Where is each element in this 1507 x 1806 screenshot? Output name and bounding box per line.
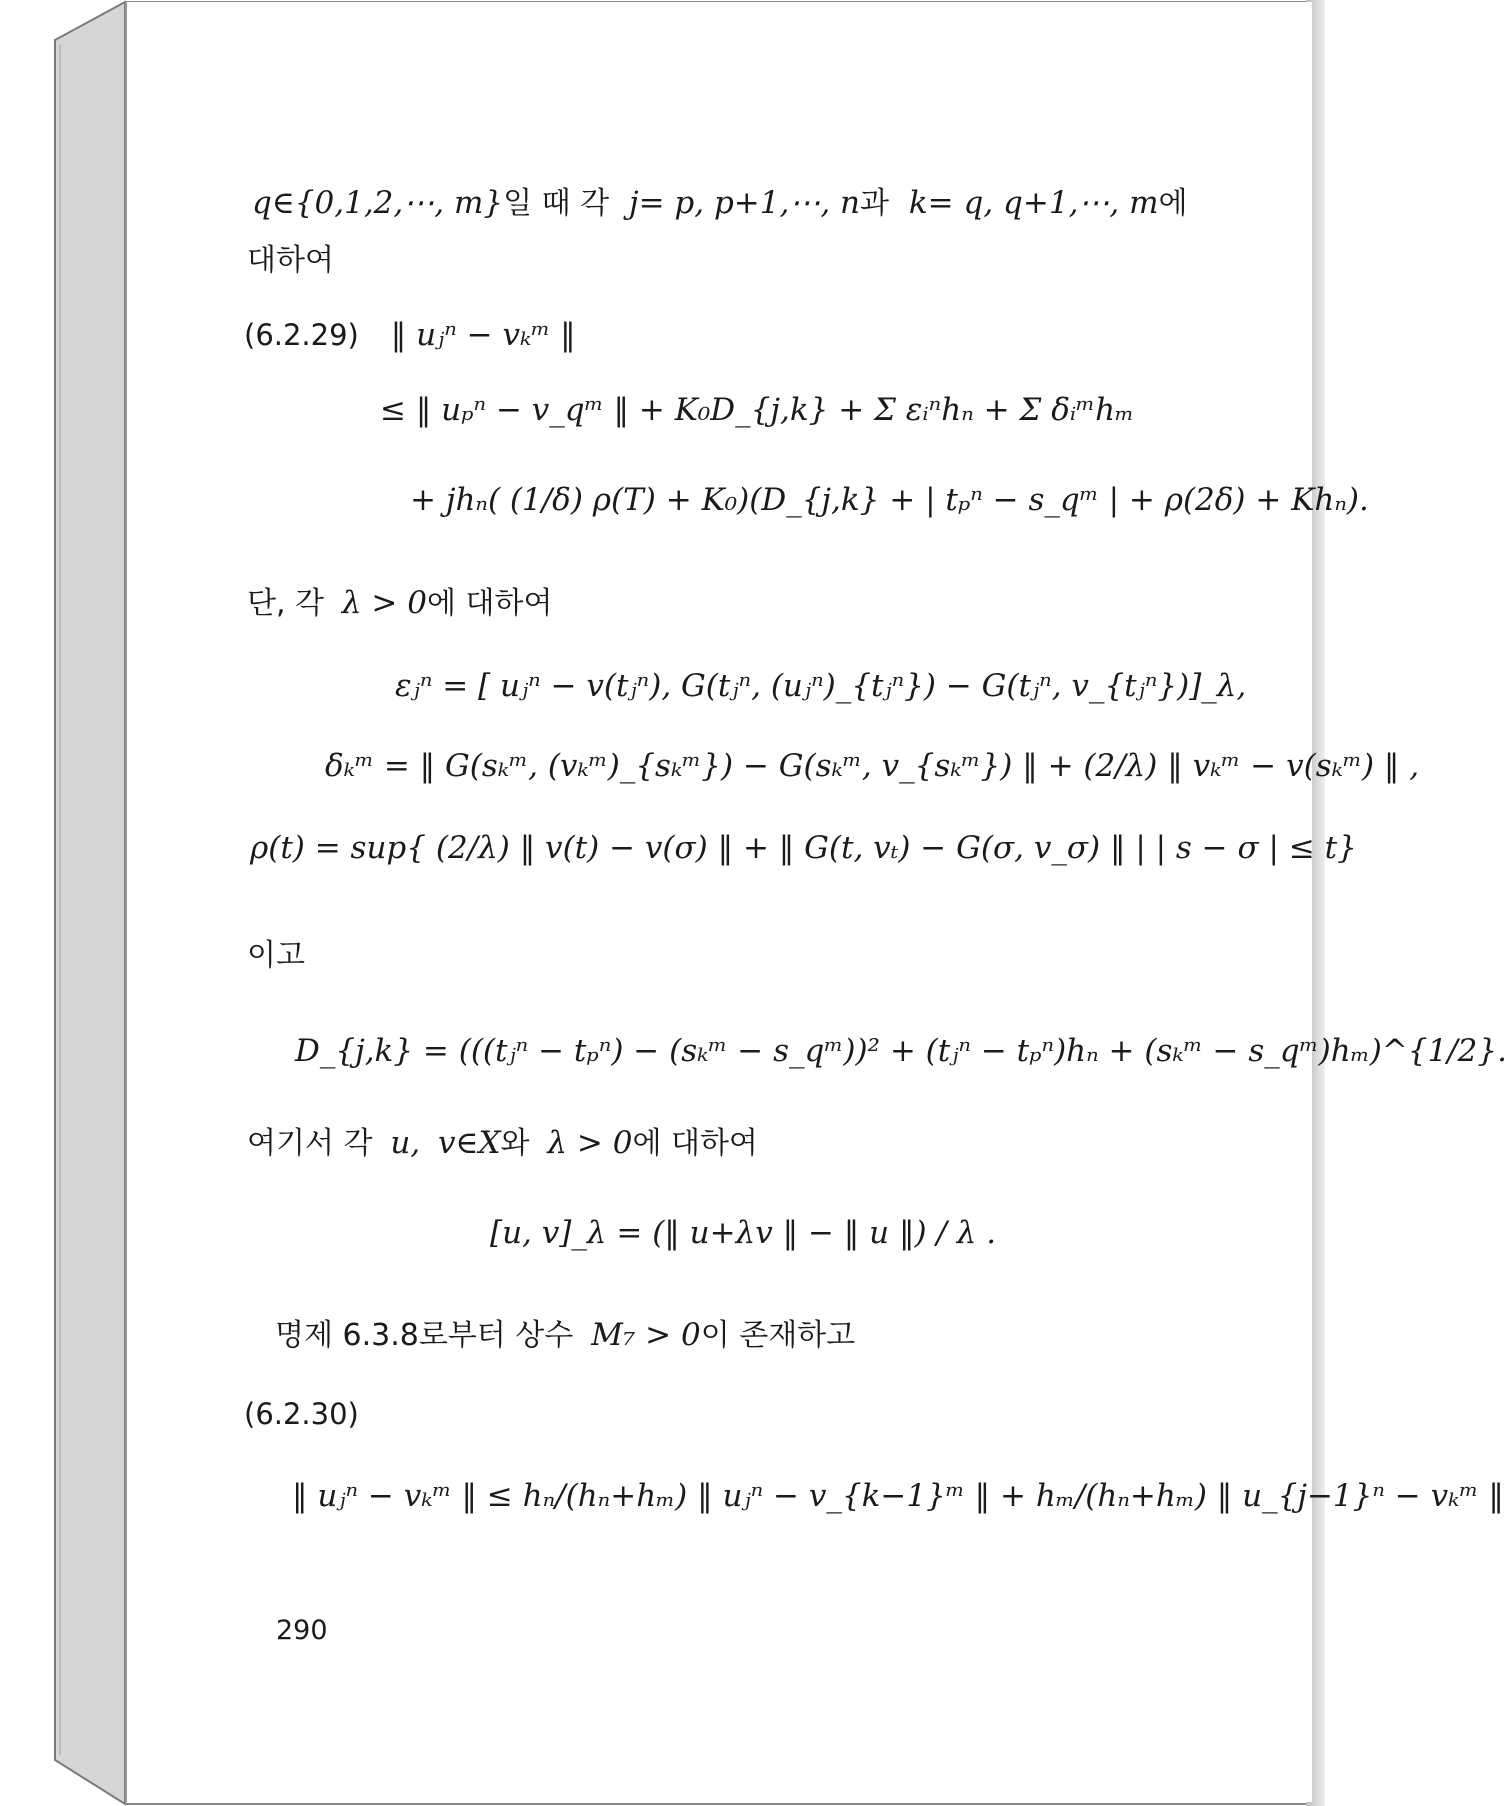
yeogiseo-math-lambda: λ > 0 xyxy=(547,1125,633,1161)
intro-text-c: 에 xyxy=(1158,186,1188,221)
rho-definition: ρ(t) = sup{ (2/λ) ‖ v(t) − v(σ) ‖ + ‖ G(t, vₜ) − G(σ, v_σ) ‖ | | s − σ | ≤ t} xyxy=(250,830,1357,866)
eq-6-2-29-first-line xyxy=(244,317,576,353)
eq-6-2-29-row-2: + jhₙ( (1/δ) ρ(T) + K₀)(D_{j,k} + | tₚⁿ − s_qᵐ | + ρ(2δ) + Khₙ). xyxy=(410,482,1369,518)
delta-definition: δₖᵐ = ‖ G(sₖᵐ, (vₖᵐ)_{sₖᵐ}) − G(sₖᵐ, v_{sₖᵐ}) ‖ + (2/λ) ‖ vₖᵐ − v(sₖᵐ) ‖ , xyxy=(325,748,1420,784)
proposition-text-b: 이 존재하고 xyxy=(700,1318,856,1353)
eq-6-2-29-row-1: ≤ ‖ uₚⁿ − v_qᵐ ‖ + K₀D_{j,k} + Σ εᵢⁿhₙ + Σ δᵢᵐhₘ xyxy=(380,392,1135,428)
eq-label-6-2-30: (6.2.30) xyxy=(244,1397,359,1431)
igo-text: 이고 xyxy=(247,938,305,973)
dan-text-a: 단, 각 xyxy=(247,586,325,621)
page-number: 290 xyxy=(276,1615,328,1646)
intro-math-k: k= q, q+1,⋯, m xyxy=(908,185,1159,221)
intro-line-1 xyxy=(252,178,1188,222)
intro-text-b: 과 xyxy=(860,186,889,221)
eq-6-2-30-body: ‖ uⱼⁿ − vₖᵐ ‖ ≤ hₙ/(hₙ+hₘ) ‖ uⱼⁿ − v_{k−1}ᵐ ‖ + hₘ/(hₙ+hₘ) ‖ u_{j−1}ⁿ − vₖᵐ ‖ xyxy=(292,1478,1504,1514)
d-definition: D_{j,k} = (((tⱼⁿ − tₚⁿ) − (sₖᵐ − s_qᵐ))² + (tⱼⁿ − tₚⁿ)hₙ + (sₖᵐ − s_qᵐ)hₘ)^{1/2}. xyxy=(295,1033,1507,1069)
intro-math-q: q∈{0,1,2,⋯, m} xyxy=(252,185,504,221)
proposition-math: M₇ > 0 xyxy=(591,1317,701,1353)
epsilon-definition: εⱼⁿ = [ uⱼⁿ − v(tⱼⁿ), G(tⱼⁿ, (uⱼⁿ)_{tⱼⁿ}) − G(tⱼⁿ, v_{tⱼⁿ})]_λ, xyxy=(395,668,1247,704)
dan-math: λ > 0 xyxy=(341,585,427,621)
yeogiseo-text-a: 여기서 각 xyxy=(247,1126,373,1161)
intro-line-2: 대하여 xyxy=(247,243,334,278)
yeogiseo-text-b: 와 xyxy=(500,1126,530,1161)
intro-text-a: 일 때 각 xyxy=(503,186,610,221)
eq-label-6-2-29: (6.2.29) xyxy=(244,318,359,352)
proposition-line xyxy=(275,1310,855,1354)
intro-math-j: j= p, p+1,⋯, n xyxy=(628,185,861,221)
bracket-definition: [u, v]_λ = (‖ u+λv ‖ − ‖ u ‖) / λ . xyxy=(490,1215,997,1251)
yeogiseo-math-v: v∈X xyxy=(438,1125,501,1161)
eq-6-2-29-lhs: ‖ uⱼⁿ − vₖᵐ ‖ xyxy=(390,317,576,353)
yeogiseo-math-u: u, xyxy=(390,1125,421,1161)
yeogiseo-text-c: 에 대하여 xyxy=(632,1126,758,1161)
dan-line xyxy=(247,578,552,622)
dan-text-b: 에 대하여 xyxy=(426,586,553,621)
proposition-text-a: 명제 6.3.8로부터 상수 xyxy=(275,1318,574,1353)
yeogiseo-line xyxy=(247,1118,758,1162)
